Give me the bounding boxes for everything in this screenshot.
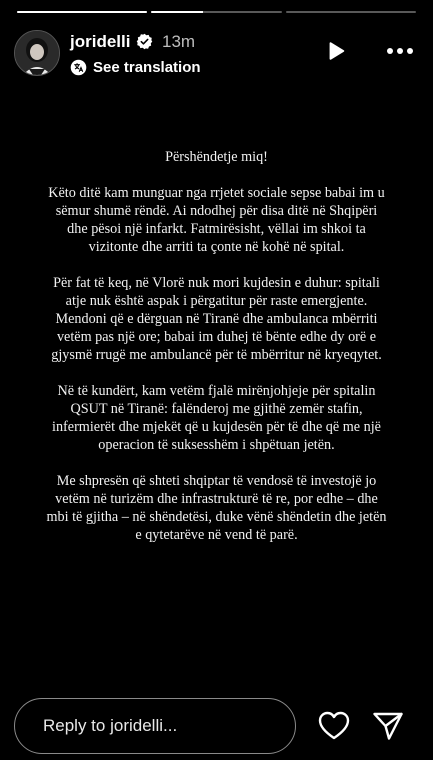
paragraph-1: Këto ditë kam munguar nga rrjetet sociale sepse babai im u sëmur shumë rëndë. Ai ndodhej për disa ditë në Shqipëri dhe pësoi një infarkt. Fatmirësisht, vëllai im shkoi ta vizitonte dhe arriti ta çonte në kohë në spital. xyxy=(48,185,385,255)
story-text xyxy=(44,148,389,562)
see-translation-label: See translation xyxy=(93,58,201,76)
see-translation-link[interactable] xyxy=(70,57,201,77)
reply-input[interactable] xyxy=(14,698,296,754)
more-icon[interactable] xyxy=(385,42,415,60)
paragraph-3: Në të kundërt, kam vetëm fjalë mirënjohjeje për spitalin QSUT në Tiranë: falënderoj me gjithë zemër stafin, infermierët dhe mjekët që u kujdesën për të dhe që me një operacion të suksesshëm i shpëtuan jetën. xyxy=(52,383,381,453)
story-footer xyxy=(14,698,419,756)
progress-segment-2 xyxy=(151,11,281,13)
reply-placeholder: Reply to joridelli... xyxy=(43,716,178,735)
story-progress xyxy=(17,11,416,13)
play-icon[interactable] xyxy=(325,40,347,62)
verified-badge-icon xyxy=(136,33,153,50)
send-icon[interactable] xyxy=(372,711,404,741)
avatar[interactable] xyxy=(14,30,60,76)
heart-icon[interactable] xyxy=(318,711,350,741)
translate-icon xyxy=(70,59,87,76)
username[interactable]: joridelli xyxy=(70,32,131,51)
story-header xyxy=(14,30,419,78)
progress-segment-1 xyxy=(17,11,147,13)
progress-segment-3 xyxy=(286,11,416,13)
paragraph-2: Për fat të keq, në Vlorë nuk mori kujdesin e duhur: spitali atje nuk është aspak i përgatitur për raste emergjente. Mendoni që e dërguan në Tiranë dhe ambulanca mbërriti vetëm pas një ore; babai im duhej të bënte edhe dy orë e gjysmë rrugë me ambulancë për të mbërritur në kryeqytet. xyxy=(51,275,382,363)
paragraph-greeting: Përshëndetje miq! xyxy=(165,149,268,165)
paragraph-4: Me shpresën që shteti shqiptar të vendosë të investojë jo vetëm në turizëm dhe infrastrukturë të re, por edhe – dhe mbi të gjitha – në shëndetësi, duke vënë shëndetin dhe jetën e qytetarëve në vend të parë. xyxy=(46,473,387,543)
timestamp: 13m xyxy=(162,32,196,51)
